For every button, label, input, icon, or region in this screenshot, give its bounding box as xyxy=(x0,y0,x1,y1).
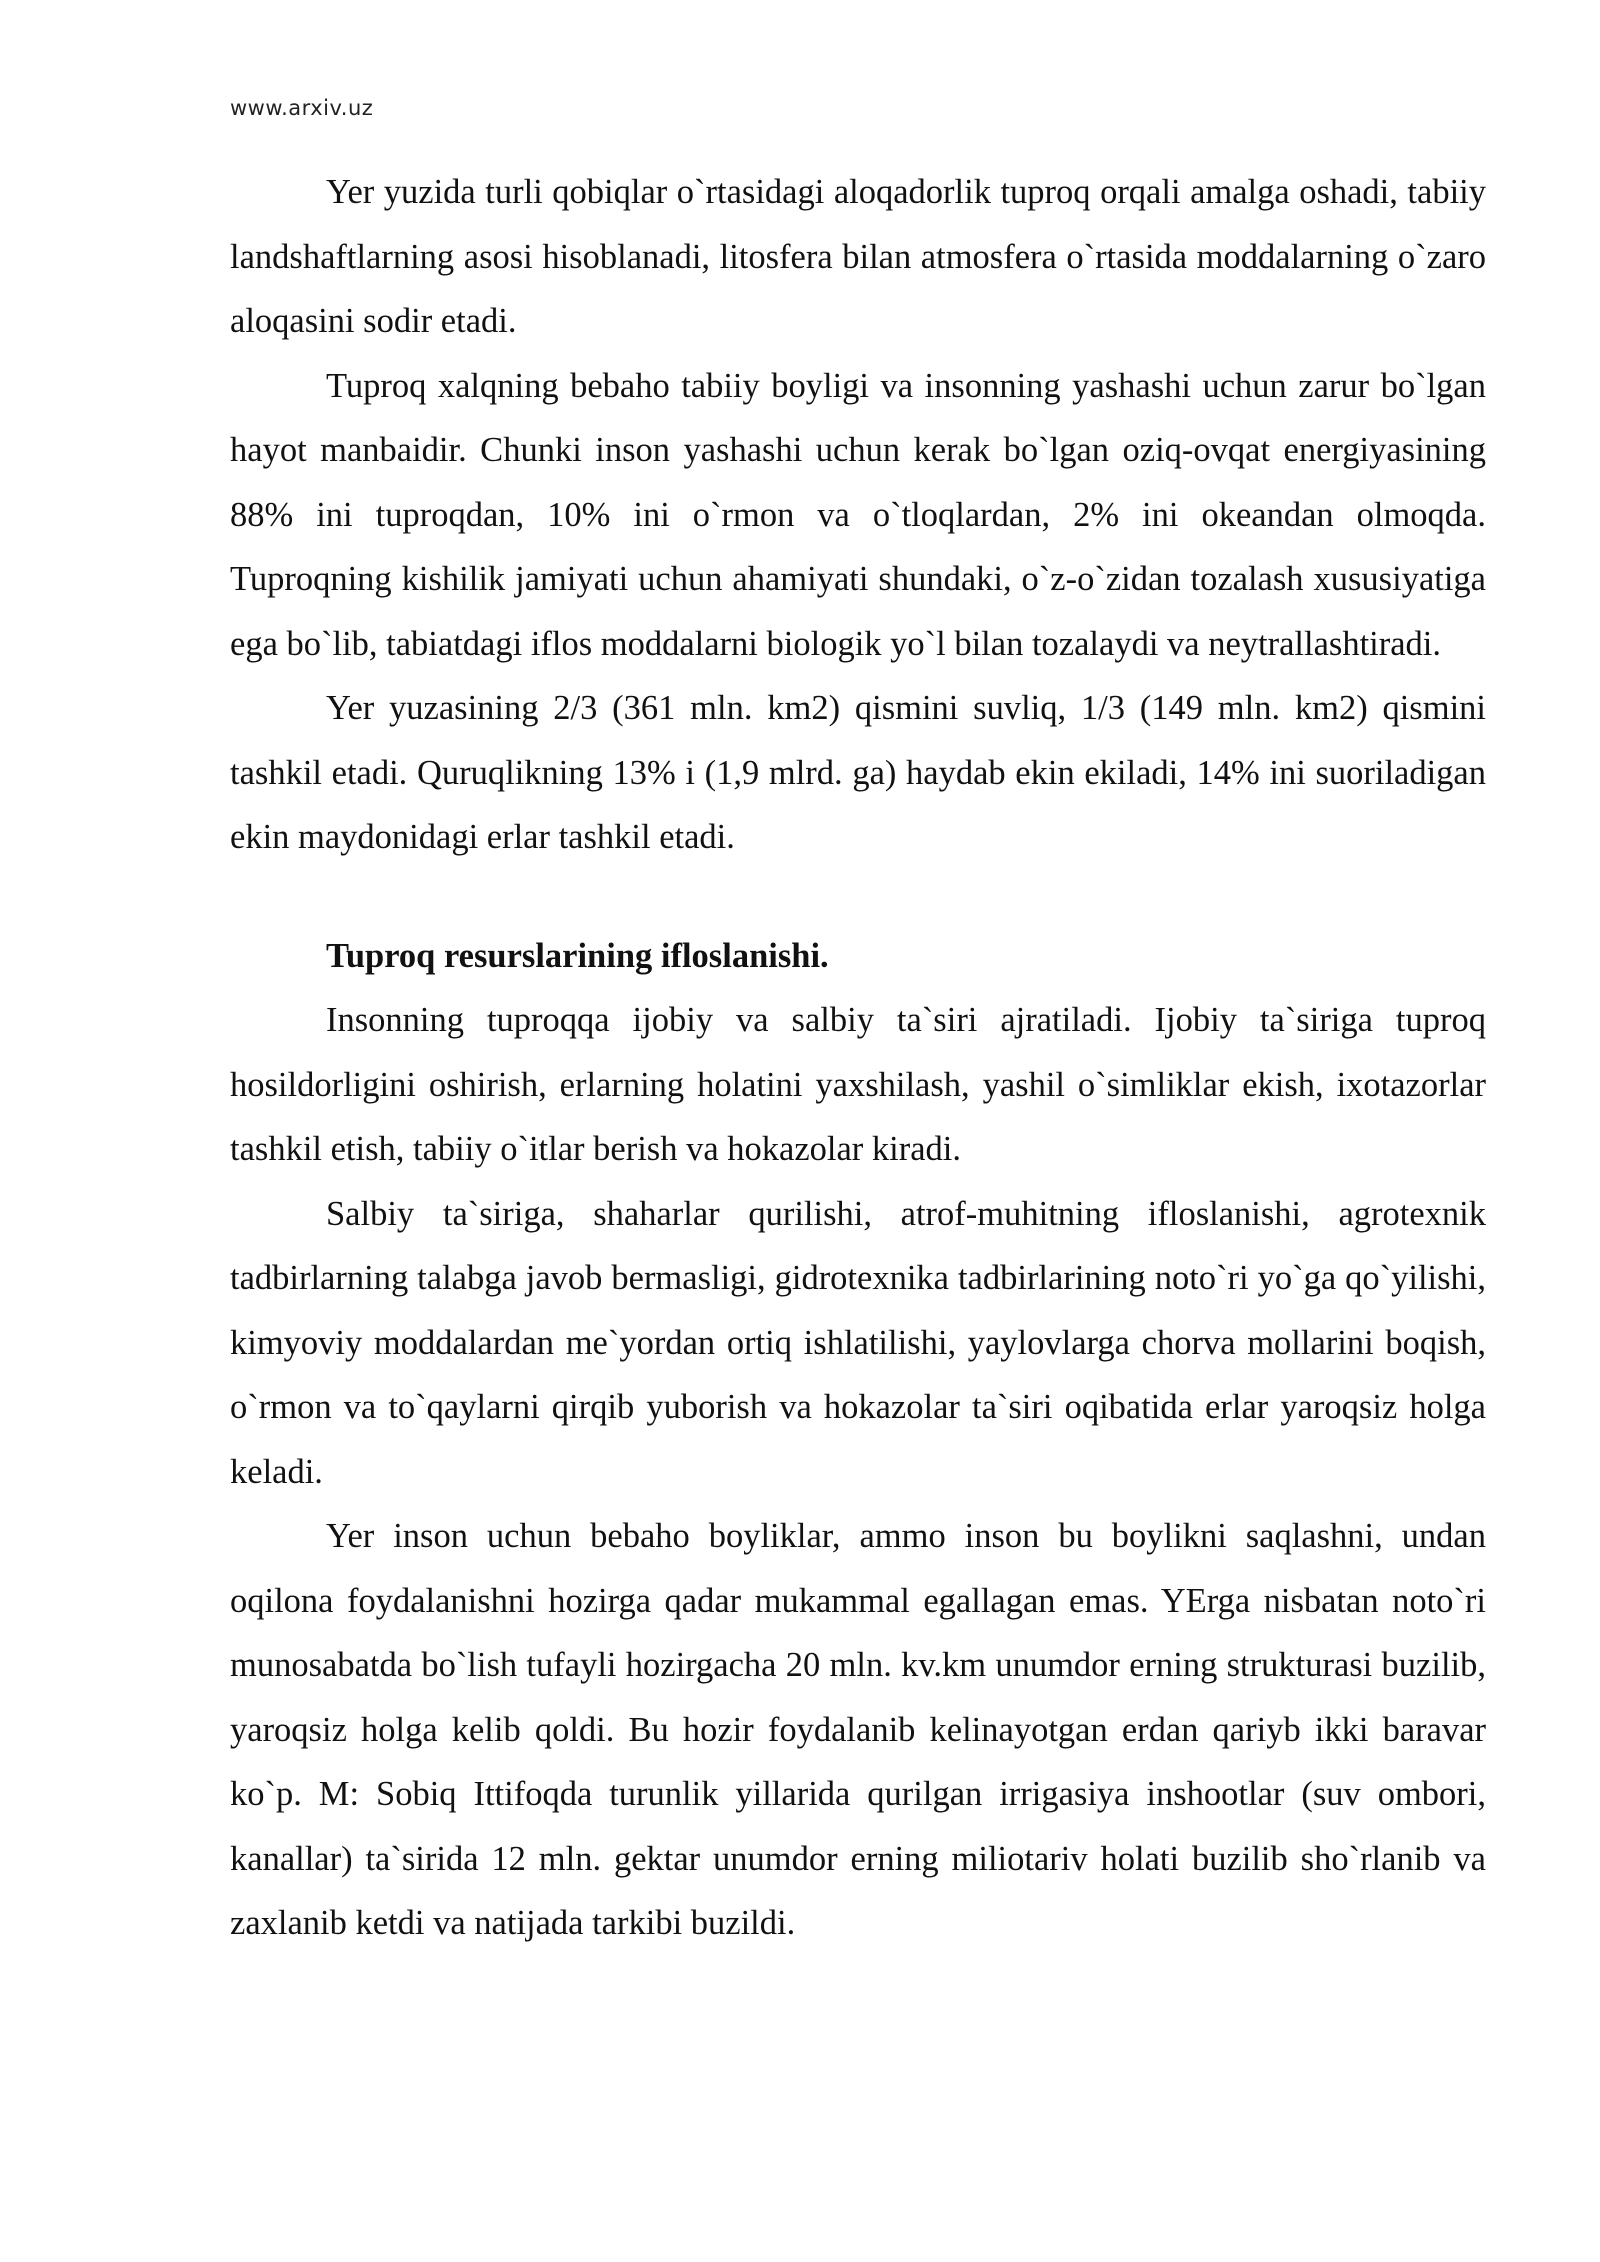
paragraph-negative-impact: Salbiy ta`siriga, shaharlar qurilishi, atrof-muhitning ifloslanishi, agrotexnik tadbirlarning talabga javob bermasligi, gidrotexnika tadbirlarining noto`ri yo`ga qo`yilishi, kimyoviy moddalardan me`yordan ortiq ishlatilishi, yaylovlarga chorva mollarini boqish, o`rmon va to`qaylarni qirqib yuborish va hokazolar ta`siri oqibatida erlar yaroqsiz holga keladi. xyxy=(230,1194,1486,1491)
paragraph-soil-wealth: Tuproq xalqning bebaho tabiiy boyligi va insonning yashashi uchun zarur bo`lgan hayot manbaidir. Chunki inson yashashi uchun kerak bo`lgan oziq-ovqat energiyasining 88% ini tuproqdan, 10% ini o`rmon va o`tloqlardan, 2% ini okeandan olmoqda. Tuproqning kishilik jamiyati uchun ahamiyati shundaki, o`z-o`zidan tozalash xususiyatiga ega bo`lib, tabiatdagi iflos moddalarni biologik yo`l bilan tozalaydi va neytrallashtiradi. xyxy=(230,366,1486,663)
site-url-header: www.arxiv.uz xyxy=(230,96,374,120)
paragraph-soil-connection: Yer yuzida turli qobiqlar o`rtasidagi aloqadorlik tuproq orqali amalga oshadi, tabiiy landshaftlarning asosi hisoblanadi, litosfera bilan atmosfera o`rtasida moddalarning o`zaro aloqasini sodir etadi. xyxy=(230,173,1486,340)
paragraph-earth-surface: Yer yuzasining 2/3 (361 mln. km2) qismini suvliq, 1/3 (149 mln. km2) qismini tashkil etadi. Quruqlikning 13% i (1,9 mlrd. ga) haydab ekin ekiladi, 14% ini suoriladigan ekin maydonidagi erlar tashkil etadi. xyxy=(230,689,1486,856)
section-heading: Tuproq resurslarining ifloslanishi. xyxy=(326,936,829,975)
document-body xyxy=(230,160,1486,1956)
paragraph-positive-impact: Insonning tuproqqa ijobiy va salbiy ta`siri ajratiladi. Ijobiy ta`siriga tuproq hosildorligini oshirish, erlarning holatini yaxshilash, yashil o`simliklar ekish, ixotazorlar tashkil etish, tabiiy o`itlar berish va hokazolar kiradi. xyxy=(230,1001,1486,1168)
paragraph-land-degradation: Yer inson uchun bebaho boyliklar, ammo inson bu boylikni saqlashni, undan oqilona foydalanishni hozirga qadar mukammal egallagan emas. YErga nisbatan noto`ri munosabatda bo`lish tufayli hozirgacha 20 mln. kv.km unumdor erning strukturasi buzilib, yaroqsiz holga kelib qoldi. Bu hozir foydalanib kelinayotgan erdan qariyb ikki baravar ko`p. M: Sobiq Ittifoqda turunlik yillarida qurilgan irrigasiya inshootlar (suv ombori, kanallar) ta`sirida 12 mln. gektar unumdor erning miliotariv holati buzilib sho`rlanib va zaxlanib ketdi va natijada tarkibi buzildi. xyxy=(230,1517,1486,1942)
